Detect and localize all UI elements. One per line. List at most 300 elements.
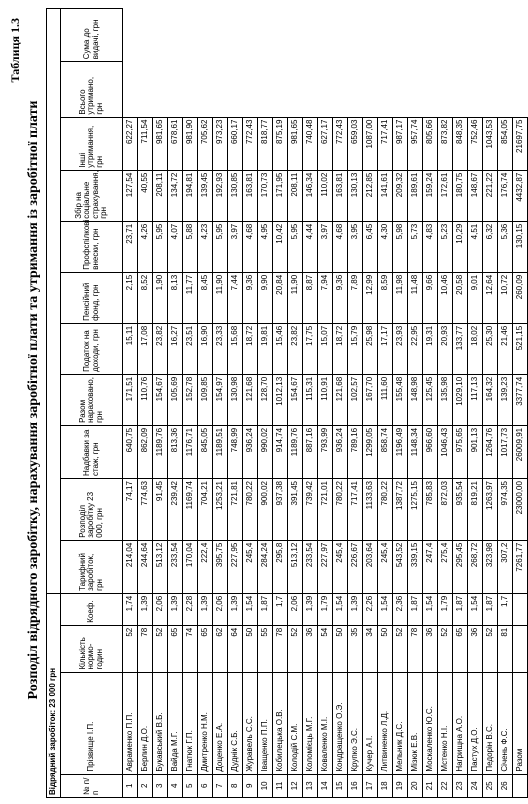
value-cell: 128,70 <box>258 374 273 425</box>
value-cell: 170,73 <box>258 170 273 221</box>
value-cell: 110,91 <box>318 374 333 425</box>
table-row <box>168 9 183 798</box>
value-cell: 130,13 <box>348 170 363 221</box>
value-cell: 4,83 <box>423 221 438 272</box>
name-cell: Мізюк Е.В. <box>408 672 423 774</box>
value-cell: 1,79 <box>318 593 333 625</box>
value-cell: 36 <box>423 625 438 672</box>
value-cell: 20,84 <box>273 272 288 323</box>
value-cell: 167,70 <box>363 374 378 425</box>
value-cell: 848,35 <box>453 117 468 170</box>
value-cell: 62 <box>213 625 228 672</box>
header-total: Надбавки за стаж, грн <box>61 425 123 478</box>
value-cell: 5,95 <box>288 221 303 272</box>
value-cell: 245,4 <box>333 540 348 593</box>
value-cell: 23,82 <box>153 323 168 374</box>
value-cell: 1189,76 <box>153 425 168 478</box>
value-cell: 819,21 <box>468 479 483 541</box>
value-cell: 981,65 <box>153 117 168 170</box>
row-number-cell: 14 <box>318 774 333 797</box>
value-cell: 1012,13 <box>273 374 288 425</box>
value-cell: 818,77 <box>258 117 273 170</box>
value-cell: 7261,77 <box>513 540 528 593</box>
value-cell: 1176,71 <box>183 425 198 478</box>
name-cell: Авраменко П.П. <box>123 672 138 774</box>
table-row <box>213 9 228 798</box>
value-cell: 1,7 <box>498 593 513 625</box>
value-cell: 154,67 <box>288 374 303 425</box>
row-number-cell: 6 <box>198 774 213 797</box>
row-number-cell: 24 <box>468 774 483 797</box>
value-cell: 721,01 <box>318 479 333 541</box>
value-cell: 55 <box>258 625 273 672</box>
value-cell: 772,43 <box>333 117 348 170</box>
row-number-cell: 17 <box>363 774 378 797</box>
row-number-cell: 5 <box>183 774 198 797</box>
value-cell: 622,27 <box>123 117 138 170</box>
value-cell: 109,85 <box>198 374 213 425</box>
value-cell: 4432,87 <box>513 170 528 221</box>
value-cell: 2,06 <box>213 593 228 625</box>
value-cell <box>513 593 528 625</box>
value-cell: 872,03 <box>438 479 453 541</box>
header-before-tax: Разом нараховано, грн <box>61 374 123 425</box>
value-cell: 901,13 <box>468 425 483 478</box>
name-cell: Кондращенко О.Э. <box>333 672 348 774</box>
value-cell: 9,01 <box>468 272 483 323</box>
value-cell: 141,61 <box>378 170 393 221</box>
table-row <box>198 9 213 798</box>
header-all-deductions: Всього утримано, грн <box>61 62 123 117</box>
value-cell: 159,24 <box>423 170 438 221</box>
value-cell: 154,97 <box>213 374 228 425</box>
value-cell: 17,75 <box>303 323 318 374</box>
row-number-cell: 10 <box>258 774 273 797</box>
table-row <box>123 9 138 798</box>
value-cell: 3,97 <box>228 221 243 272</box>
value-cell: 110,76 <box>138 374 153 425</box>
value-cell: 54 <box>318 625 333 672</box>
value-cell: 966,60 <box>423 425 438 478</box>
value-cell: 91,45 <box>153 479 168 541</box>
name-cell: Литвиненко Л.Д. <box>378 672 393 774</box>
value-cell: 10,72 <box>498 272 513 323</box>
value-cell: 9,90 <box>258 272 273 323</box>
value-cell: 1169,74 <box>183 479 198 541</box>
name-cell: Букавський В.Б. <box>153 672 168 774</box>
row-number-cell: 8 <box>228 774 243 797</box>
name-cell: Нагрищна А.О. <box>453 672 468 774</box>
value-cell: 2,28 <box>183 593 198 625</box>
row-number-cell: 23 <box>453 774 468 797</box>
value-cell: 180,75 <box>453 170 468 221</box>
value-cell: 813,36 <box>168 425 183 478</box>
value-cell: 212,85 <box>363 170 378 221</box>
value-cell: 74,17 <box>123 479 138 541</box>
value-cell: 23,82 <box>288 323 303 374</box>
value-cell: 22,95 <box>408 323 423 374</box>
value-cell: 154,67 <box>153 374 168 425</box>
value-cell: 171,51 <box>123 374 138 425</box>
value-cell: 52 <box>153 625 168 672</box>
value-cell: 1,54 <box>423 593 438 625</box>
value-cell: 23000,00 <box>513 479 528 541</box>
value-cell: 6,32 <box>483 221 498 272</box>
value-cell: 194,81 <box>183 170 198 221</box>
row-number-cell <box>513 774 528 797</box>
value-cell: 155,48 <box>393 374 408 425</box>
value-cell: 780,22 <box>378 479 393 541</box>
table-row <box>258 9 273 798</box>
value-cell: 23,51 <box>183 323 198 374</box>
value-cell: 721,81 <box>228 479 243 541</box>
name-cell: Кобилецька О.В. <box>273 672 288 774</box>
table-row <box>423 9 438 798</box>
value-cell: 1189,51 <box>213 425 228 478</box>
value-cell: 858,74 <box>378 425 393 478</box>
value-cell: 873,82 <box>438 117 453 170</box>
value-cell: 660,17 <box>228 117 243 170</box>
value-cell: 25,30 <box>483 323 498 374</box>
value-cell: 2,06 <box>288 593 303 625</box>
value-cell: 110,02 <box>318 170 333 221</box>
value-cell: 1,39 <box>228 593 243 625</box>
value-cell: 1,39 <box>138 593 153 625</box>
value-cell: 121,68 <box>243 374 258 425</box>
value-cell: 148,67 <box>468 170 483 221</box>
value-cell: 1264,76 <box>483 425 498 478</box>
value-cell: 208,11 <box>288 170 303 221</box>
name-cell: Пастух Д.О. <box>468 672 483 774</box>
name-cell: Дуднік С.Б. <box>228 672 243 774</box>
value-cell: 1,90 <box>153 272 168 323</box>
value-cell: 121,68 <box>333 374 348 425</box>
table-row <box>438 9 453 798</box>
value-cell: 2,26 <box>363 593 378 625</box>
value-cell: 247,4 <box>423 540 438 593</box>
value-cell: 105,69 <box>168 374 183 425</box>
value-cell: 18,72 <box>333 323 348 374</box>
value-cell: 64 <box>228 625 243 672</box>
value-cell: 19,81 <box>258 323 273 374</box>
value-cell: 780,22 <box>243 479 258 541</box>
value-cell: 65 <box>453 625 468 672</box>
name-cell: Січень Ф.С. <box>498 672 513 774</box>
value-cell: 295,8 <box>273 540 288 593</box>
value-cell: 21,46 <box>498 323 513 374</box>
value-cell: 323,98 <box>483 540 498 593</box>
name-cell: Разом <box>513 672 528 774</box>
value-cell: 20,58 <box>453 272 468 323</box>
value-cell: 975,65 <box>453 425 468 478</box>
value-cell: 678,61 <box>168 117 183 170</box>
value-cell: 513,12 <box>153 540 168 593</box>
value-cell: 772,43 <box>243 117 258 170</box>
row-number-cell: 12 <box>288 774 303 797</box>
value-cell: 1046,43 <box>438 425 453 478</box>
value-cell: 189,61 <box>408 170 423 221</box>
table-body <box>123 9 528 798</box>
value-cell: 10,46 <box>438 272 453 323</box>
value-cell <box>513 625 528 672</box>
value-cell: 4,68 <box>333 221 348 272</box>
value-cell: 4,51 <box>468 221 483 272</box>
table-row <box>138 9 153 798</box>
table-row <box>243 9 258 798</box>
row-number-cell: 11 <box>273 774 288 797</box>
value-cell: 227,95 <box>228 540 243 593</box>
value-cell: 957,74 <box>408 117 423 170</box>
value-cell: 10,29 <box>453 221 468 272</box>
value-cell: 3,95 <box>348 221 363 272</box>
name-cell: Крупко Э.С. <box>348 672 363 774</box>
value-cell: 152,78 <box>183 374 198 425</box>
value-cell: 3,97 <box>318 221 333 272</box>
value-cell: 12,64 <box>483 272 498 323</box>
value-cell: 50 <box>378 625 393 672</box>
value-cell: 1,39 <box>198 593 213 625</box>
value-cell: 78 <box>273 625 288 672</box>
header-group-label: Відрядний заробіток: 23 000 грн <box>47 593 61 797</box>
value-cell: 5,95 <box>213 221 228 272</box>
row-number-cell: 3 <box>153 774 168 797</box>
value-cell: 6,45 <box>363 221 378 272</box>
value-cell: 7,44 <box>228 272 243 323</box>
value-cell: 15,46 <box>273 323 288 374</box>
value-cell: 2,15 <box>123 272 138 323</box>
value-cell: 260,09 <box>513 272 528 323</box>
value-cell: 395,75 <box>213 540 228 593</box>
value-cell: 900,02 <box>258 479 273 541</box>
value-cell: 203,64 <box>363 540 378 593</box>
table-row <box>288 9 303 798</box>
value-cell: 4,95 <box>258 221 273 272</box>
value-cell: 4,07 <box>168 221 183 272</box>
value-cell: 7,94 <box>318 272 333 323</box>
value-cell: 35 <box>348 625 363 672</box>
value-cell: 914,74 <box>273 425 288 478</box>
name-cell: Доценко Е.А. <box>213 672 228 774</box>
value-cell: 717,41 <box>378 117 393 170</box>
value-cell: 74 <box>183 625 198 672</box>
value-cell: 15,68 <box>228 323 243 374</box>
value-cell: 974,35 <box>498 479 513 541</box>
value-cell: 40,55 <box>138 170 153 221</box>
header-qty: Кількість нормо-годин <box>61 625 123 672</box>
value-cell: 52 <box>483 625 498 672</box>
name-cell: Дмитренко Н.М. <box>198 672 213 774</box>
table-row <box>408 9 423 798</box>
header-income-tax: Податок на доходи, грн <box>61 323 123 374</box>
value-cell: 23,71 <box>123 221 138 272</box>
value-cell: 5,98 <box>393 221 408 272</box>
header-net: Сума до видачі, грн <box>61 9 123 62</box>
row-number-cell: 20 <box>408 774 423 797</box>
value-cell: 854,05 <box>498 117 513 170</box>
value-cell: 135,98 <box>438 374 453 425</box>
value-cell: 8,45 <box>198 272 213 323</box>
name-cell: Журавель С.С. <box>243 672 258 774</box>
value-cell: 23,33 <box>213 323 228 374</box>
value-cell: 244,64 <box>138 540 153 593</box>
header-other: Інші утримання, грн <box>61 117 123 170</box>
value-cell: 163,81 <box>243 170 258 221</box>
value-cell: 1,7 <box>273 593 288 625</box>
value-cell: 1275,15 <box>408 479 423 541</box>
value-cell: 9,66 <box>423 272 438 323</box>
value-cell: 176,74 <box>498 170 513 221</box>
value-cell: 5,95 <box>153 221 168 272</box>
value-cell: 981,90 <box>183 117 198 170</box>
value-cell: 4,26 <box>138 221 153 272</box>
value-cell: 875,19 <box>273 117 288 170</box>
header-no: № п/п <box>61 774 123 797</box>
table-row <box>183 9 198 798</box>
value-cell: 239,42 <box>168 479 183 541</box>
value-cell: 52 <box>288 625 303 672</box>
header-distribution: Розподіл заробітку 23 000, грн <box>61 479 123 541</box>
value-cell: 36 <box>303 625 318 672</box>
value-cell: 268,72 <box>468 540 483 593</box>
name-cell: Коломієць М.Г. <box>303 672 318 774</box>
value-cell: 10,42 <box>273 221 288 272</box>
value-cell: 21697,75 <box>513 117 528 170</box>
value-cell: 5,36 <box>498 221 513 272</box>
header-coef: Коеф. <box>61 593 123 625</box>
value-cell: 134,72 <box>168 170 183 221</box>
value-cell: 1263,97 <box>483 479 498 541</box>
header-social: Збір на соціальне страхування, грн <box>61 170 123 221</box>
value-cell: 1,54 <box>243 593 258 625</box>
value-cell: 125,45 <box>423 374 438 425</box>
name-cell: Іващенко П.П. <box>258 672 273 774</box>
header-union: Профспілкові внески, грн <box>61 221 123 272</box>
value-cell: 11,98 <box>393 272 408 323</box>
value-cell: 8,52 <box>138 272 153 323</box>
value-cell: 222,4 <box>198 540 213 593</box>
value-cell: 307,2 <box>498 540 513 593</box>
value-cell: 17,08 <box>138 323 153 374</box>
value-cell: 20,93 <box>438 323 453 374</box>
value-cell: 935,54 <box>453 479 468 541</box>
value-cell: 5,88 <box>183 221 198 272</box>
value-cell: 9,36 <box>333 272 348 323</box>
value-cell: 3377,74 <box>513 374 528 425</box>
header-pension: Пенсійний фонд, грн <box>61 272 123 323</box>
value-cell: 139,23 <box>498 374 513 425</box>
value-cell: 11,77 <box>183 272 198 323</box>
value-cell: 17,17 <box>378 323 393 374</box>
value-cell: 4,23 <box>198 221 213 272</box>
row-number-cell: 21 <box>423 774 438 797</box>
value-cell: 233,54 <box>168 540 183 593</box>
table-row <box>333 9 348 798</box>
value-cell: 146,34 <box>303 170 318 221</box>
value-cell: 704,21 <box>198 479 213 541</box>
value-cell: 717,41 <box>348 479 363 541</box>
value-cell: 52 <box>123 625 138 672</box>
value-cell: 245,4 <box>378 540 393 593</box>
value-cell: 543,52 <box>393 540 408 593</box>
value-cell: 11,48 <box>408 272 423 323</box>
value-cell: 78 <box>408 625 423 672</box>
name-cell: Кучер А.І. <box>363 672 378 774</box>
value-cell: 102,57 <box>348 374 363 425</box>
value-cell: 111,60 <box>378 374 393 425</box>
value-cell: 1133,63 <box>363 479 378 541</box>
header-name: Прізвище І.П. <box>61 672 123 774</box>
value-cell: 1,54 <box>378 593 393 625</box>
value-cell: 78 <box>138 625 153 672</box>
name-cell: Мстенко Н.І. <box>438 672 453 774</box>
name-cell: Колодій С.М. <box>288 672 303 774</box>
payroll-table <box>46 8 528 798</box>
value-cell: 65 <box>168 625 183 672</box>
value-cell: 117,13 <box>468 374 483 425</box>
value-cell: 1,87 <box>258 593 273 625</box>
value-cell: 739,42 <box>303 479 318 541</box>
row-number-cell: 15 <box>333 774 348 797</box>
row-number-cell: 16 <box>348 774 363 797</box>
value-cell: 214,04 <box>123 540 138 593</box>
value-cell: 711,54 <box>138 117 153 170</box>
value-cell: 172,61 <box>438 170 453 221</box>
value-cell: 284,24 <box>258 540 273 593</box>
row-number-cell: 26 <box>498 774 513 797</box>
value-cell: 774,63 <box>138 479 153 541</box>
value-cell: 845,05 <box>198 425 213 478</box>
value-cell: 18,72 <box>243 323 258 374</box>
value-cell: 115,31 <box>303 374 318 425</box>
value-cell: 148,98 <box>408 374 423 425</box>
document-title: Розподіл відрядного заробітку, нарахування заробітної плати та утримання із заробітної плати <box>26 100 41 700</box>
value-cell: 171,95 <box>273 170 288 221</box>
value-cell: 752,46 <box>468 117 483 170</box>
name-cell: Гнатюк Г.П. <box>183 672 198 774</box>
name-cell: Коваленко М.І. <box>318 672 333 774</box>
value-cell: 9,36 <box>243 272 258 323</box>
value-cell: 748,99 <box>228 425 243 478</box>
row-number-cell: 25 <box>483 774 498 797</box>
value-cell: 513,12 <box>288 540 303 593</box>
table-row <box>318 9 333 798</box>
value-cell: 12,99 <box>363 272 378 323</box>
value-cell: 133,77 <box>453 323 468 374</box>
value-cell: 19,31 <box>423 323 438 374</box>
row-number-cell: 4 <box>168 774 183 797</box>
value-cell: 1,39 <box>348 593 363 625</box>
value-cell: 1387,72 <box>393 479 408 541</box>
value-cell: 26009,91 <box>513 425 528 478</box>
value-cell: 1087,00 <box>363 117 378 170</box>
value-cell: 1196,49 <box>393 425 408 478</box>
value-cell: 1,54 <box>333 593 348 625</box>
total-row <box>513 9 528 798</box>
value-cell: 16,27 <box>168 323 183 374</box>
row-number-cell: 19 <box>393 774 408 797</box>
value-cell: 50 <box>333 625 348 672</box>
value-cell: 1043,53 <box>483 117 498 170</box>
value-cell: 5,73 <box>408 221 423 272</box>
value-cell: 1,74 <box>123 593 138 625</box>
value-cell: 705,62 <box>198 117 213 170</box>
value-cell: 130,15 <box>513 221 528 272</box>
table-row <box>273 9 288 798</box>
value-cell: 887,16 <box>303 425 318 478</box>
value-cell: 785,83 <box>423 479 438 541</box>
table-row <box>483 9 498 798</box>
header-base: Тарифний заробіток, грн <box>61 540 123 593</box>
